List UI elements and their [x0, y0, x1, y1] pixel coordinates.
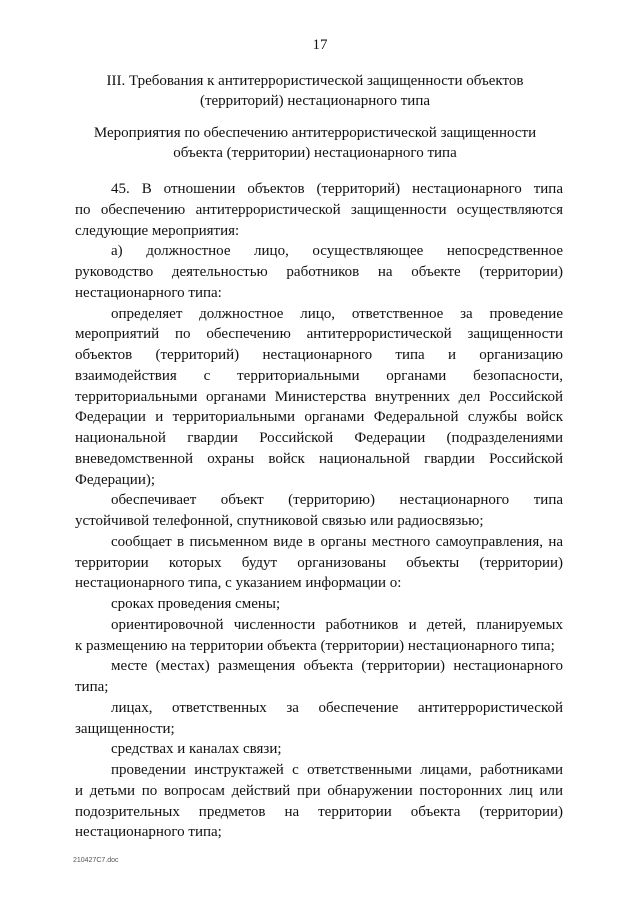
- paragraph-line: территории которых будут организованы объекты (территории): [75, 554, 563, 571]
- paragraph-line: месте (местах) размещения объекта (территории) нестационарного: [111, 658, 563, 675]
- paragraph-line: нестационарного типа, с указанием информации о:: [75, 575, 402, 592]
- section-title-line: (территорий) нестационарного типа: [199, 93, 431, 109]
- paragraph-line: средствах и каналах связи;: [111, 741, 282, 758]
- paragraph: [75, 760, 563, 843]
- section-title: [60, 71, 570, 111]
- paragraph-line: защищенности;: [75, 720, 175, 737]
- paragraph-line: Федерации);: [75, 471, 156, 488]
- paragraph-line: территориальными органами Министерства внутренних дел Российской: [75, 388, 563, 405]
- paragraph-line: мероприятий по обеспечению антитеррористической защищенности: [75, 326, 563, 343]
- paragraph-line: проведении инструктажей с ответственными лицами, работниками: [111, 762, 563, 778]
- paragraph: [75, 698, 563, 740]
- paragraph-line: национальной гвардии Российской Федерации (подразделениями: [75, 430, 563, 446]
- paragraph: [75, 304, 563, 491]
- subsection-title-line: объекта (территории) нестационарного типа: [173, 145, 457, 161]
- paragraph-line: ориентировочной численности работников и детей, планируемых: [111, 616, 563, 633]
- paragraph-line: а) должностное лицо, осуществляющее непосредственное: [111, 243, 563, 260]
- paragraph-line: лицах, ответственных за обеспечение антитеррористической: [111, 699, 563, 716]
- paragraph-line: к размещению на территории объекта (территории) нестационарного типа;: [75, 637, 555, 654]
- paragraph-line: по обеспечению антитеррористической защищенности осуществляются: [75, 201, 563, 218]
- subsection-title-line: Мероприятия по обеспечению антитеррористической защищенности: [93, 125, 537, 141]
- paragraph-line: руководство деятельностью работников на объекте (территории): [75, 264, 563, 280]
- paragraph-line: нестационарного типа;: [75, 824, 222, 841]
- paragraph: [75, 656, 563, 698]
- document-body: [75, 179, 563, 843]
- paragraph-line: типа;: [75, 679, 109, 695]
- paragraph: [75, 739, 563, 760]
- paragraph-line: устойчивой телефонной, спутниковой связью или радиосвязью;: [75, 513, 484, 529]
- paragraph-line: нестационарного типа:: [75, 284, 222, 301]
- paragraph: [75, 532, 563, 594]
- footer-file-code: 210427С7.doc: [73, 857, 119, 864]
- paragraph-line: сообщает в письменном виде в органы местного самоуправления, на: [111, 533, 563, 550]
- paragraph: [75, 241, 563, 303]
- paragraph-line: и детьми по вопросам действий при обнаружении посторонних лиц или: [75, 782, 563, 799]
- paragraph-line: 45. В отношении объектов (территорий) нестационарного типа: [111, 181, 563, 197]
- paragraph-line: взаимодействия с территориальными органами безопасности,: [75, 367, 563, 384]
- paragraph: [75, 179, 563, 241]
- paragraph-line: подозрительных предметов на территории объекта (территории): [75, 803, 563, 820]
- section-title-line: III. Требования к антитеррористической защищенности объектов: [106, 73, 524, 89]
- subsection-title: [60, 123, 570, 163]
- paragraph: [75, 490, 563, 532]
- paragraph: [75, 615, 563, 657]
- page-number: 17: [312, 37, 328, 53]
- paragraph-line: сроках проведения смены;: [111, 596, 281, 612]
- paragraph: [75, 594, 563, 615]
- paragraph-line: объектов (территорий) нестационарного типа и организацию: [75, 347, 563, 363]
- paragraph-line: следующие мероприятия:: [75, 222, 240, 239]
- paragraph-line: Федерации и территориальными органами Федеральной службы войск: [75, 409, 563, 426]
- paragraph-line: обеспечивает объект (территорию) нестационарного типа: [111, 492, 563, 509]
- paragraph-line: вневедомственной охраны войск национальной гвардии Российской: [75, 450, 563, 467]
- paragraph-line: определяет должностное лицо, ответственное за проведение: [111, 305, 563, 322]
